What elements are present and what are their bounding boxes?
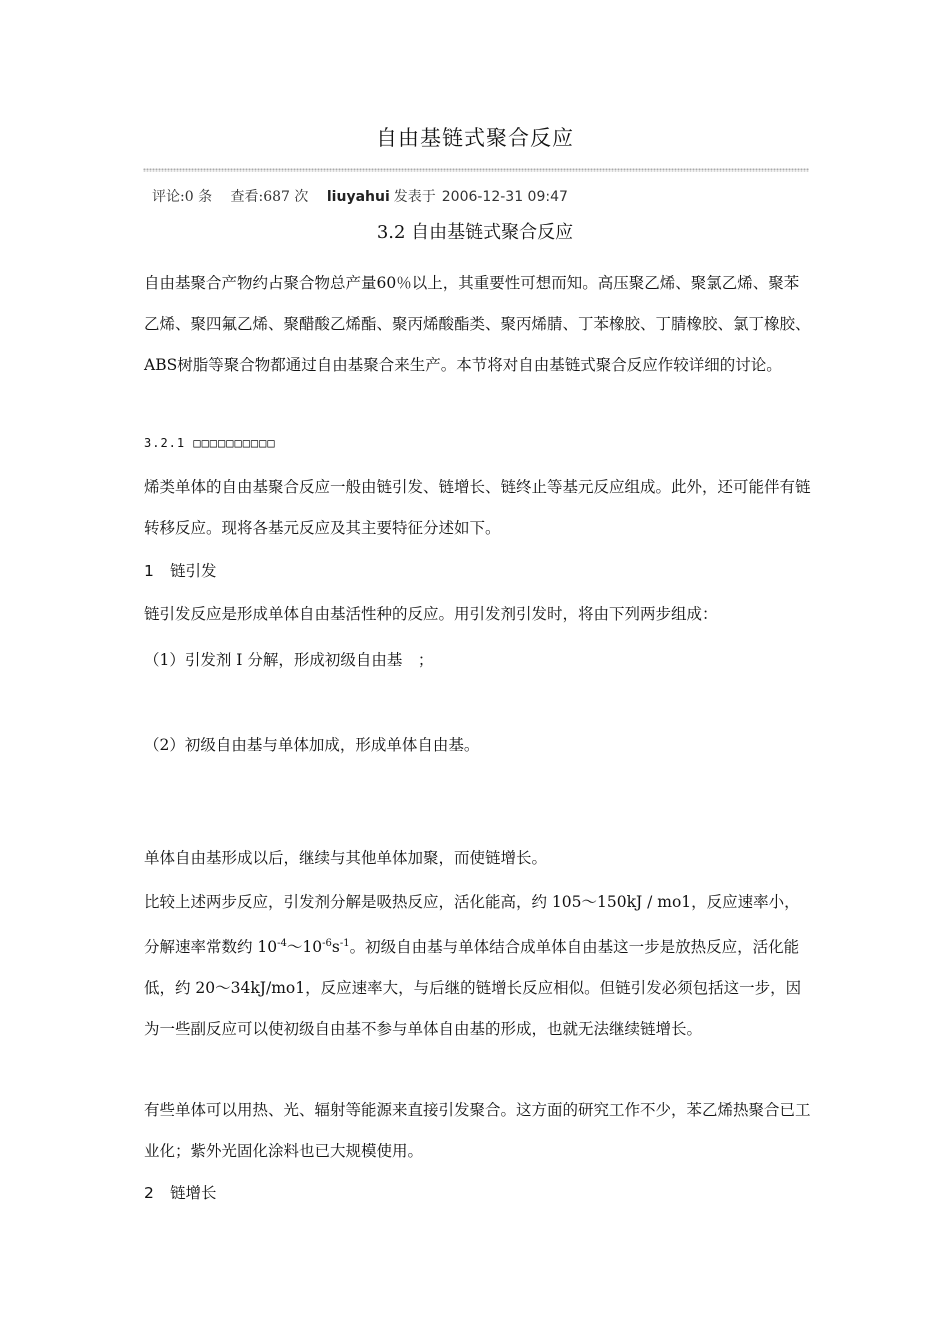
section-title: 3.2 自由基链式聚合反应: [376, 222, 574, 243]
initiation-paragraph: 链引发反应是形成单体自由基活性种的反应。用引发剂引发时，将由下列两步组成：: [144, 605, 718, 623]
heading-chain-initiation: [144, 559, 217, 581]
author-link[interactable]: liuyahui: [326, 189, 390, 205]
comment-count[interactable]: 评论:0 条: [152, 189, 213, 205]
posted-label: 发表于: [393, 189, 436, 205]
direct-initiation-paragraph: 有些单体可以用热、光、辐射等能源来直接引发聚合。这方面的研究工作不少，苯乙烯热聚合已工业化；紫外光固化涂料也已大规模使用。: [144, 1101, 811, 1160]
heading-chain-propagation: [144, 1181, 217, 1203]
intro-paragraph: 自由基聚合产物约占聚合物总产量60％以上，其重要性可想而知。高压聚乙烯、聚氯乙烯、聚苯乙烯、聚四氟乙烯、聚醋酸乙烯酯、聚丙烯酸酯类、聚丙烯腈、丁苯橡胶、丁腈橡胶、氯丁橡胶、ABS树脂等聚合物都通过自由基聚合来生产。本节将对自由基链式聚合反应作较详细的讨论。: [144, 274, 811, 374]
exponent-2: -6: [322, 938, 332, 949]
dotted-divider: [143, 168, 809, 172]
exponent-1: -4: [277, 938, 287, 949]
heading-number: 1: [144, 562, 154, 580]
page-title: 自由基链式聚合反应: [376, 126, 574, 150]
comparison-text-b: ～10: [286, 938, 323, 956]
view-count: 查看:687 次: [230, 189, 309, 205]
after-paragraph: 单体自由基形成以后，继续与其他单体加聚，而使链增长。: [144, 849, 548, 867]
comparison-text-c: s: [331, 938, 340, 956]
step-2: （2）初级自由基与单体加成，形成单体自由基。: [144, 736, 480, 754]
step-1: （1）引发剂 I 分解，形成初级自由基 ；: [144, 651, 434, 669]
comparison-text-a: 比较上述两步反应，引发剂分解是吸热反应，活化能高，约 105～150kJ / mo1，反应速率小，分解速率常数约 10: [144, 893, 800, 956]
exponent-3: -1: [339, 938, 350, 949]
elementary-reactions-paragraph: 烯类单体的自由基聚合反应一般由链引发、链增长、链终止等基元反应组成。此外，还可能伴有链转移反应。现将各基元反应及其主要特征分述如下。: [144, 478, 811, 537]
comparison-text-d: 。初级自由基与单体结合成单体自由基这一步是放热反应，活化能低，约 20～34kJ/mo1，反应速率大，与后继的链增长反应相似。但链引发必须包括这一步，因为一些副反应可以使初级自由基不参与单体自由基的形成，也就无法继续链增长。: [144, 938, 802, 1038]
section-heading-3-2-1: 3.2.1 □□□□□□□□□□: [144, 436, 276, 450]
post-date: 2006-12-31 09:47: [441, 189, 568, 205]
comparison-paragraph: [144, 882, 812, 1050]
heading-number: 2: [144, 1184, 154, 1202]
post-meta: [152, 186, 582, 206]
heading-label: 链增长: [170, 1184, 217, 1202]
heading-label: 链引发: [170, 562, 217, 580]
